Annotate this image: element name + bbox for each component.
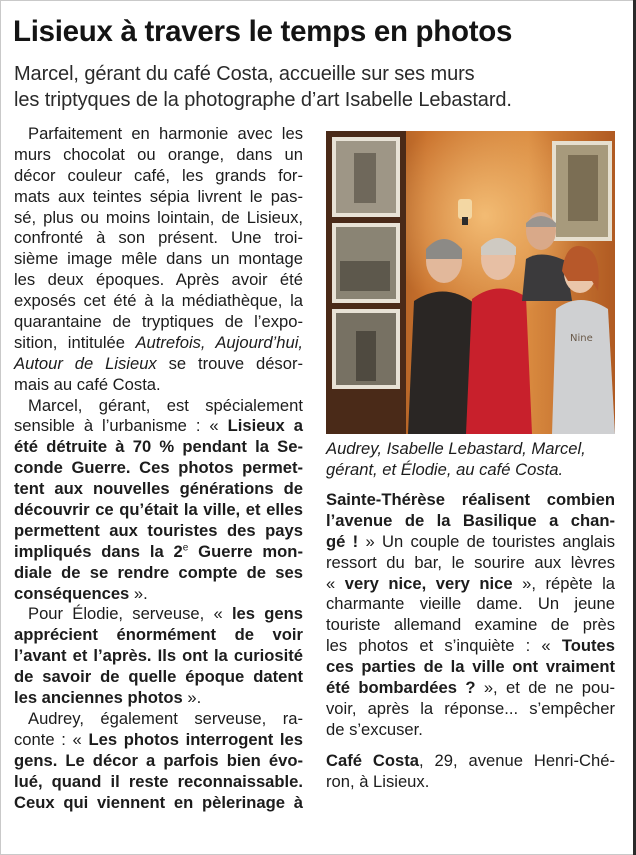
bold-text: l’avant et l’après. Ils ont la curiosité bbox=[14, 646, 303, 666]
plain-text: sé, plus ou moins lointain, de Lisieux, bbox=[14, 207, 303, 227]
cafe-photo-illustration bbox=[326, 131, 615, 434]
text-line bbox=[14, 249, 303, 270]
plain-text: décor couleur café, les grands for- bbox=[14, 165, 303, 185]
text-line bbox=[14, 584, 303, 605]
plain-text: conte : « bbox=[14, 729, 89, 749]
right-column bbox=[326, 490, 615, 792]
plain-text: les deux époques. Après avoir été bbox=[14, 270, 303, 290]
text-line bbox=[14, 270, 303, 291]
caption-line: Audrey, Isabelle Lebastard, Marcel, bbox=[326, 439, 586, 458]
bold-text: Lisieux a bbox=[227, 416, 303, 436]
text-line bbox=[14, 228, 303, 249]
text-line bbox=[14, 291, 303, 312]
text-line bbox=[326, 772, 615, 793]
text-line bbox=[14, 479, 303, 500]
text-line bbox=[326, 678, 615, 699]
plain-text: de s’excuser. bbox=[326, 719, 423, 739]
plain-text: », répète la bbox=[512, 573, 615, 593]
text-line bbox=[14, 187, 303, 208]
text-line bbox=[14, 312, 303, 333]
plain-text: Pour Élodie, serveuse, « bbox=[28, 604, 232, 624]
text-line bbox=[326, 615, 615, 636]
bold-text: conde Guerre. Ces photos permet- bbox=[14, 458, 303, 478]
text-line bbox=[326, 574, 615, 595]
article-title: Lisieux à travers le temps en photos bbox=[13, 15, 513, 48]
text-line bbox=[14, 604, 303, 625]
text-line bbox=[14, 521, 303, 542]
plain-text: se trouve désor- bbox=[156, 353, 303, 373]
text-line bbox=[14, 333, 303, 354]
superscript: e bbox=[182, 542, 189, 554]
bold-text: Ceux qui viennent en pèlerinage à bbox=[14, 792, 303, 812]
text-line bbox=[326, 594, 615, 615]
bold-text: gens. Le décor a parfois bien évo- bbox=[14, 750, 303, 770]
text-line bbox=[14, 354, 303, 375]
plain-text: ressort du bar, le sourire aux lèvres bbox=[326, 552, 615, 572]
text-line bbox=[14, 667, 303, 688]
plain-text: ». bbox=[182, 688, 202, 708]
bold-text: découvrir ce qu’était la ville, et elles bbox=[14, 500, 303, 520]
text-line bbox=[14, 145, 303, 166]
text-line bbox=[14, 709, 303, 730]
bold-text: apprécient énormément de voir bbox=[14, 625, 303, 645]
bold-text: diale de se rendre compte de ses bbox=[14, 562, 303, 582]
text-line bbox=[14, 500, 303, 521]
bold-text: lué, quand il reste reconnaissable. bbox=[14, 771, 303, 791]
plain-text: Audrey, également serveuse, ra- bbox=[28, 708, 303, 728]
plain-text: », et de ne pou- bbox=[475, 678, 616, 698]
italic-text: Autour de Lisieux bbox=[14, 353, 157, 373]
plain-text: , 29, avenue Henri-Ché- bbox=[418, 750, 615, 770]
text-line bbox=[14, 688, 303, 709]
text-line bbox=[14, 542, 303, 563]
plain-text: mats aux teintes sépia livrent le pas- bbox=[14, 186, 303, 206]
text-line bbox=[326, 636, 615, 657]
text-line bbox=[326, 657, 615, 678]
subtitle-line: les triptyques de la photographe d’art Isabelle Lebastard. bbox=[14, 89, 512, 111]
plain-text: touriste allemand examine de près bbox=[326, 615, 615, 635]
bold-text: ces parties de la ville ont vraiment bbox=[326, 657, 615, 677]
bold-text: été bombardées ? bbox=[326, 678, 476, 698]
text-line bbox=[326, 751, 615, 772]
plain-text: les photos et s’inquiète : « bbox=[326, 636, 562, 656]
text-line bbox=[14, 416, 303, 437]
plain-text: charmante vieille dame. Un jeune bbox=[326, 594, 615, 614]
bold-text: Guerre mon- bbox=[188, 541, 303, 561]
text-line bbox=[326, 490, 615, 511]
caption-line: gérant, et Élodie, au café Costa. bbox=[326, 460, 564, 479]
text-line bbox=[326, 511, 615, 532]
bold-text: l’avenue de la Basilique a chan- bbox=[326, 510, 615, 530]
photo-caption bbox=[326, 438, 615, 480]
plain-text: exposés cet été à la médiathèque, la bbox=[14, 291, 303, 311]
bold-text: very nice, very nice bbox=[344, 573, 513, 593]
text-line bbox=[14, 730, 303, 751]
plain-text: sition, intitulée bbox=[14, 332, 136, 352]
plain-text: sième image mêle dans un montage bbox=[14, 249, 303, 269]
text-line bbox=[326, 532, 615, 553]
bold-text: tent aux nouvelles générations de bbox=[14, 479, 303, 499]
bold-text: conséquences bbox=[14, 583, 130, 603]
text-line bbox=[14, 625, 303, 646]
plain-text: quarantaine de tryptiques de l’expo- bbox=[14, 312, 303, 332]
plain-text: Marcel, gérant, est spécialement bbox=[28, 395, 303, 415]
text-line bbox=[14, 646, 303, 667]
paragraph-gap bbox=[326, 741, 615, 751]
plain-text: Parfaitement en harmonie avec les bbox=[28, 124, 303, 143]
plain-text: confronté à son présent. Une troi- bbox=[14, 228, 303, 248]
text-line bbox=[14, 458, 303, 479]
text-line bbox=[14, 208, 303, 229]
text-line bbox=[14, 563, 303, 584]
text-line bbox=[14, 166, 303, 187]
left-column bbox=[14, 124, 303, 813]
bold-text: Les photos interrogent les bbox=[88, 729, 304, 749]
text-line bbox=[14, 772, 303, 793]
text-line bbox=[14, 793, 303, 814]
bold-text: été détruite à 70 % pendant la Se- bbox=[14, 437, 303, 457]
text-line bbox=[14, 396, 303, 417]
text-line bbox=[14, 375, 303, 396]
text-line bbox=[326, 720, 615, 741]
plain-text: « bbox=[326, 573, 345, 593]
cafe-photo bbox=[326, 131, 615, 434]
subtitle-line: Marcel, gérant du café Costa, accueille sur ses murs bbox=[14, 63, 475, 85]
plain-text: » Un couple de touristes anglais bbox=[358, 531, 615, 551]
bold-text: gé ! bbox=[326, 531, 359, 551]
plain-text: mais au café Costa. bbox=[14, 374, 161, 394]
plain-text: ». bbox=[129, 583, 148, 603]
article-subtitle bbox=[14, 61, 614, 113]
plain-text: sensible à l’urbanisme : « bbox=[14, 416, 228, 436]
text-line bbox=[14, 751, 303, 772]
svg-text:Nine: Nine bbox=[570, 333, 593, 344]
bold-text: les anciennes photos bbox=[14, 688, 183, 708]
text-line bbox=[326, 553, 615, 574]
bold-text: Toutes bbox=[561, 636, 615, 656]
plain-text: voir, après la réponse... s’empêcher bbox=[326, 698, 615, 718]
italic-text: Autrefois, Aujourd’hui, bbox=[135, 332, 303, 352]
text-line bbox=[14, 437, 303, 458]
text-line bbox=[326, 699, 615, 720]
bold-text: impliqués dans la 2 bbox=[14, 541, 183, 561]
plain-text: murs chocolat ou orange, dans un bbox=[14, 144, 303, 164]
bold-text: Sainte-Thérèse réalisent combien bbox=[326, 490, 615, 509]
bold-text: permettent aux touristes des pays bbox=[14, 520, 303, 540]
text-line bbox=[14, 124, 303, 145]
bold-text: de savoir de quelle époque datent bbox=[14, 667, 303, 687]
plain-text: ron, à Lisieux. bbox=[326, 771, 430, 791]
bold-text: Café Costa bbox=[326, 750, 419, 770]
bold-text: les gens bbox=[231, 604, 303, 624]
